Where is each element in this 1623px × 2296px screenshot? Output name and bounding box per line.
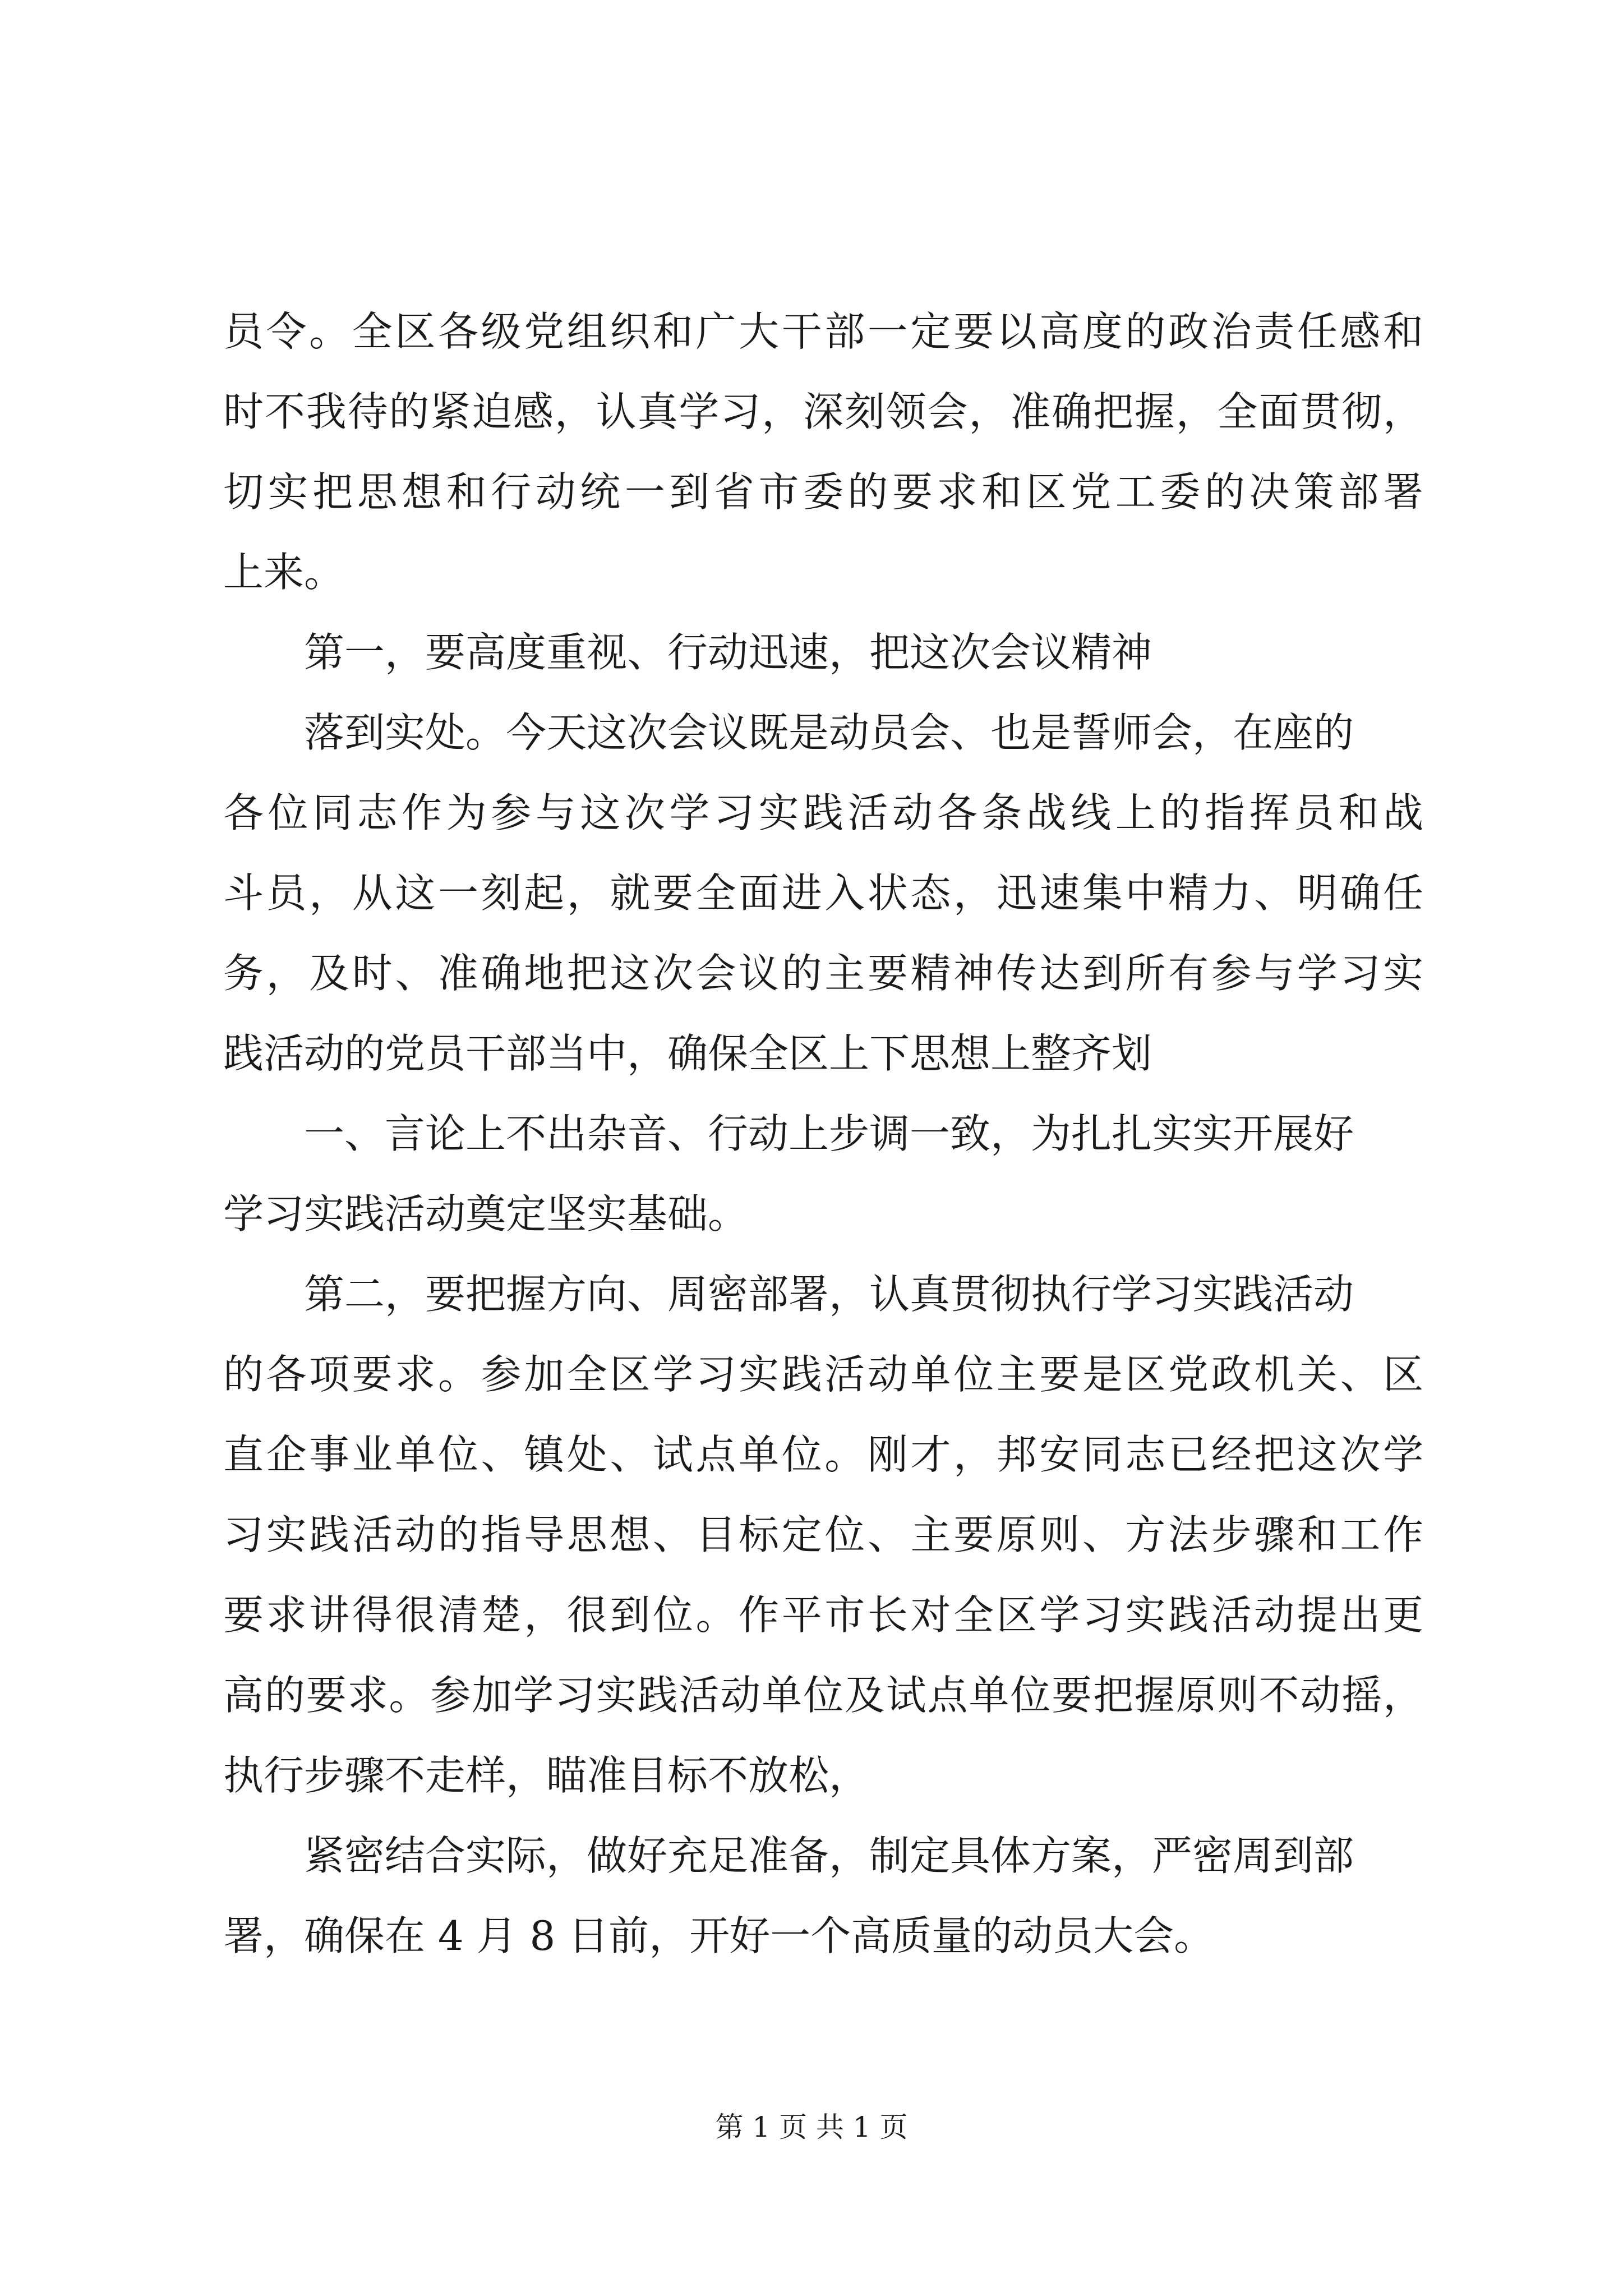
text-line: 各位同志作为参与这次学习实践活动各条战线上的指挥员和战: [223, 789, 1423, 836]
text-line: 习实践活动的指导思想、目标定位、主要原则、方法步骤和工作: [223, 1511, 1423, 1558]
text-line: 直企事业单位、镇处、试点单位。刚才，邦安同志已经把这次学: [223, 1431, 1423, 1478]
page-number-label: 第 1 页 共 1 页: [715, 2111, 908, 2143]
text-line: 斗员，从这一刻起，就要全面进入状态，迅速集中精力、明确任: [223, 869, 1423, 917]
page-footer: [0, 2110, 1623, 2144]
text-line: 的各项要求。参加全区学习实践活动单位主要是区党政机关、区: [223, 1351, 1423, 1398]
text-line: 紧密结合实际，做好充足准备，制定具体方案，严密周到部: [304, 1832, 1354, 1879]
text-line: 第一，要高度重视、行动迅速，把这次会议精神: [304, 629, 1152, 676]
document-body: [223, 292, 1423, 1976]
text-line: 时不我待的紧迫感，认真学习，深刻领会，准确把握，全面贯彻，: [223, 388, 1423, 435]
text-line: 上来。: [223, 549, 345, 596]
text-line: 执行步骤不走样，瞄准目标不放松，: [223, 1752, 870, 1799]
text-line: 学习实践活动奠定坚实基础。: [223, 1190, 749, 1237]
text-line: 署，确保在 4 月 8 日前，开好一个高质量的动员大会。: [223, 1912, 1215, 1959]
text-line: 要求讲得很清楚，很到位。作平市长对全区学习实践活动提出更: [223, 1591, 1423, 1639]
text-line: 切实把思想和行动统一到省市委的要求和区党工委的决策部署: [223, 468, 1423, 516]
text-line: 落到实处。今天这次会议既是动员会、也是誓师会，在座的: [304, 709, 1354, 756]
text-line: 第二，要把握方向、周密部署，认真贯彻执行学习实践活动: [304, 1271, 1354, 1318]
text-line: 务，及时、准确地把这次会议的主要精神传达到所有参与学习实: [223, 950, 1423, 997]
text-line: 一、言论上不出杂音、行动上步调一致，为扎扎实实开展好: [304, 1110, 1354, 1157]
text-line: 员令。全区各级党组织和广大干部一定要以高度的政治责任感和: [223, 308, 1423, 355]
text-line: 践活动的党员干部当中，确保全区上下思想上整齐划: [223, 1030, 1152, 1077]
text-line: 高的要求。参加学习实践活动单位及试点单位要把握原则不动摇，: [223, 1672, 1423, 1719]
